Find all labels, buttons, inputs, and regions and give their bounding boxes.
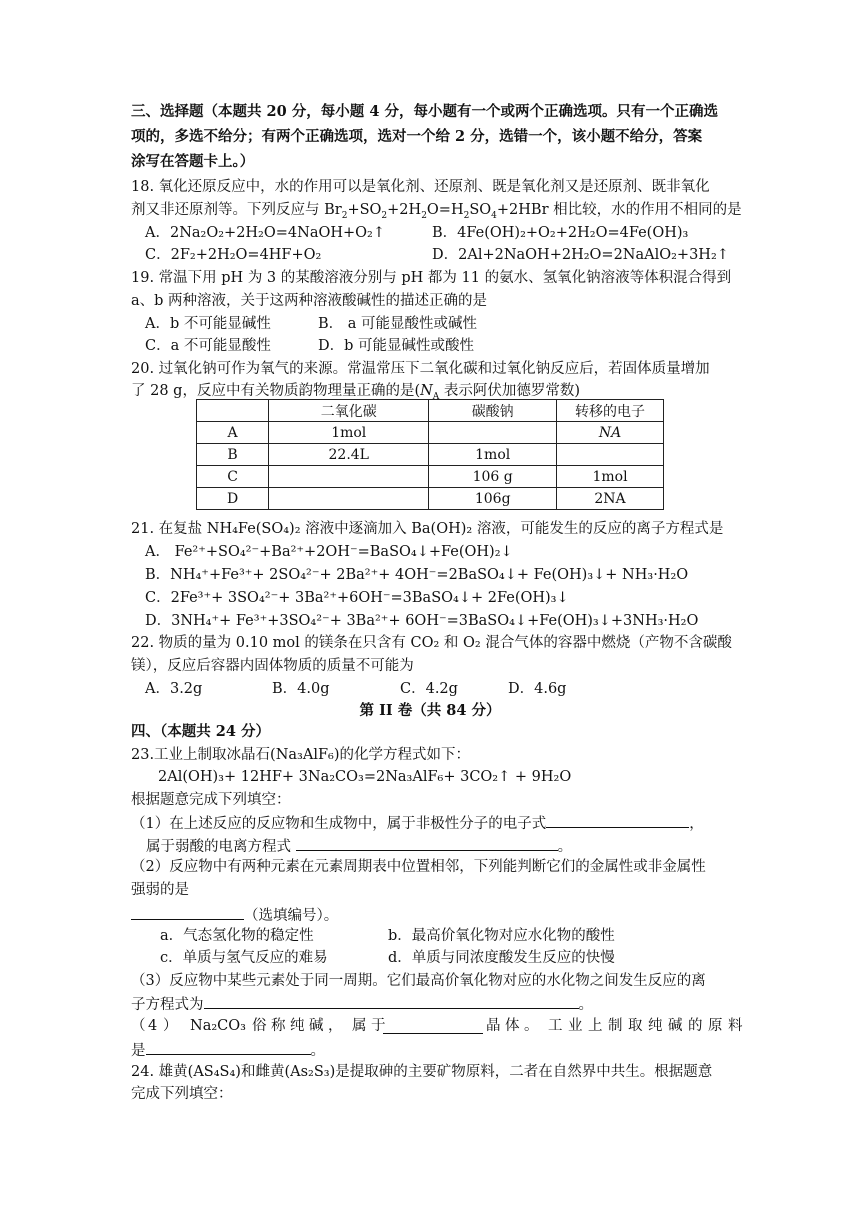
question-23-text: 23.工业上制取冰晶石(Na₃AlF₆)的化学方程式如下： bbox=[131, 747, 470, 763]
table-header-row bbox=[197, 400, 664, 422]
table-cell: D bbox=[197, 488, 269, 510]
table-cell bbox=[269, 466, 429, 488]
table-cell: 22.4L bbox=[269, 444, 429, 466]
section-header: 四、（本题共 24 分） bbox=[131, 723, 271, 740]
question-18-text: 剂又非还原剂等。下列反应与 $Br_2+SO_2+2H_2O=H_2SO_4+2HBr$ 相比较，水的作用不相同的是 bbox=[131, 202, 742, 221]
option-d: D．4.6g bbox=[508, 681, 567, 697]
option-b: B．4Fe(OH)₂+O₂+2H₂O=4Fe(OH)₃ bbox=[432, 225, 689, 241]
table-header-cell bbox=[197, 400, 269, 422]
table-cell: C bbox=[197, 466, 269, 488]
table-cell: NA bbox=[557, 422, 664, 444]
table-header-cell: 二氧化碳 bbox=[269, 400, 429, 422]
question-21-text: 21. 在复盐 NH₄Fe(SO₄)₂ 溶液中逐滴加入 Ba(OH)₂ 溶液，可能发生的反应的离子方程式是 bbox=[131, 521, 724, 537]
question-part-2: 强弱的是 bbox=[131, 882, 189, 898]
table-row bbox=[197, 444, 664, 466]
table-cell bbox=[429, 422, 557, 444]
option-a: A．2Na₂O₂+2H₂O=4NaOH+O₂↑ bbox=[145, 225, 386, 241]
option-c: C．a 不可能显酸性 bbox=[145, 338, 271, 354]
option-b: B． a 可能显酸性或碱性 bbox=[318, 316, 478, 332]
table-cell: 1mol bbox=[557, 466, 664, 488]
answer-blank[interactable] bbox=[131, 904, 244, 920]
question-24-text: 完成下列填空： bbox=[131, 1086, 233, 1102]
answer-table bbox=[196, 399, 664, 510]
answer-blank[interactable] bbox=[383, 1018, 483, 1034]
section-header-line: 涂写在答题卡上。） bbox=[131, 153, 255, 170]
table-row bbox=[197, 466, 664, 488]
table-cell: 2NA bbox=[557, 488, 664, 510]
question-part-1: 属于弱酸的电离方程式 。 bbox=[146, 835, 572, 857]
table-cell: B bbox=[197, 444, 269, 466]
option-d: D．3NH₄⁺+ Fe³⁺+3SO₄²⁻+ 3Ba²⁺+ 6OH⁻=3BaSO₄↓+Fe(OH)₃↓+3NH₃·H₂O bbox=[145, 613, 699, 629]
question-24-text: 24. 雄黄(AS₄S₄)和雌黄(As₂S₃)是提取砷的主要矿物原料，二者在自然界中共生。根据题意 bbox=[131, 1064, 713, 1080]
option-b: b．最高价氧化物对应水化物的酸性 bbox=[388, 928, 615, 944]
option-b: B．NH₄⁺+Fe³⁺+ 2SO₄²⁻+ 2Ba²⁺+ 4OH⁻=2BaSO₄↓+ Fe(OH)₃↓+ NH₃·H₂O bbox=[145, 567, 689, 583]
table-cell: 1mol bbox=[269, 422, 429, 444]
question-22-text: 镁），反应后容器内固体物质的质量不可能为 bbox=[131, 658, 414, 674]
option-c: c．单质与氢气反应的难易 bbox=[160, 950, 328, 966]
option-a: a．气态氢化物的稳定性 bbox=[160, 928, 314, 944]
table-cell bbox=[557, 444, 664, 466]
question-20-text: 20. 过氧化钠可作为氧气的来源。常温常压下二氧化碳和过氧化钠反应后，若固体质量增加 bbox=[131, 361, 710, 377]
answer-blank[interactable] bbox=[146, 1039, 311, 1055]
option-b: B．4.0g bbox=[272, 681, 330, 697]
question-18-text: 18. 氧化还原反应中，水的作用可以是氧化剂、还原剂、既是氧化剂又是还原剂、既非氧化 bbox=[131, 179, 710, 195]
question-part-4: 是 。 bbox=[131, 1039, 325, 1061]
option-a: A．3.2g bbox=[145, 681, 203, 697]
question-22-text: 22. 物质的量为 0.10 mol 的镁条在只含有 CO₂ 和 O₂ 混合气体的容器中燃烧（产物不含碳酸 bbox=[131, 635, 732, 651]
question-20-text: 了 28 g，反应中有关物质韵物理量正确的是($N_A$ 表示阿伏加德罗常数) bbox=[131, 383, 581, 402]
section-header-line: 三、选择题（本题共 20 分，每小题 4 分，每小题有一个或两个正确选项。只有一个正确选 bbox=[131, 103, 718, 120]
question-part-2: （2）反应物中有两种元素在元素周期表中位置相邻，下列能判断它们的金属性或非金属性 bbox=[131, 859, 706, 875]
question-19-text: 19. 常温下用 pH 为 3 的某酸溶液分别与 pH 都为 11 的氨水、氢氧化钠溶液等体积混合得到 bbox=[131, 270, 732, 286]
table-cell: 106g bbox=[429, 488, 557, 510]
option-a: A．b 不可能显碱性 bbox=[145, 316, 271, 332]
table-cell: 106 g bbox=[429, 466, 557, 488]
exam-page: 三、选择题（本题共 20 分，每小题 4 分，每小题有一个或两个正确选项。只有一个正确选 项的，多选不给分；有两个正确选项，选对一个给 2 分，选错一个，该小题不给分，答案 涂写在答题卡上。） 18. 氧化还原反应中，水的作用可以是氧化剂、还原剂、既是氧化剂又是还原剂、既非氧化 剂又非还原剂等。下列反应与 $Br_2+SO_2+2H_2O=H_2SO_4+2HBr$ 相比较，水的作用不相同的是 A．2Na₂O₂+2H₂O=4NaOH+O₂↑ B．4Fe(OH)₂+O₂+2H₂O=4Fe(OH)₃ C．2F₂+2H₂O=4HF+O₂ D．2Al+2NaOH+2H₂O=2NaAlO₂+3H₂↑ 19. 常温下用 pH 为 3 的某酸溶液分别与 pH 都为 11 的氨水、氢氧化钠溶液等体积混合得到 a、b 两种溶液，关于这两种溶液酸碱性的描述正确的是 A．b 不可能显碱性 B． a 可能显酸性或碱性 C．a 不可能显酸性 D．b 可能显碱性或酸性 20. 过氧化钠可作为氧气的来源。常温常压下二氧化碳和过氧化钠反应后，若固体质量增加 了 28 g，反应中有关物质韵物理量正确的是($N_A$ 表示阿伏加德罗常数) 二氧化碳 碳酸钠 转移的电子 A 1mol NA B 22.4L 1mol C 106 g 1mol D 106g 2NA 21. 在复盐 NH₄Fe(SO₄)₂ 溶液中逐滴加入 Ba(OH)₂ 溶液，可能发生的反应的离子方程式是 A． Fe²⁺+SO₄²⁻+Ba²⁺+2OH⁻=BaSO₄↓+Fe(OH)₂↓ B．NH₄⁺+Fe³⁺+ 2SO₄²⁻+ 2Ba²⁺+ 4OH⁻=2BaSO₄↓+ Fe(OH)₃↓+ NH₃·H₂O C．2Fe³⁺+ 3SO₄²⁻+ 3Ba²⁺+6OH⁻=3BaSO₄↓+ 2Fe(OH)₃↓ D．3NH₄⁺+ Fe³⁺+3SO₄²⁻+ 3Ba²⁺+ 6OH⁻=3BaSO₄↓+Fe(OH)₃↓+3NH₃·H₂O 22. 物质的量为 0.10 mol 的镁条在只含有 CO₂ 和 O₂ 混合气体的容器中燃烧（产物不含碳酸 镁），反应后容器内固体物质的质量不可能为 A．3.2g B．4.0g C．4.2g D．4.6g 第 II 卷（共 84 分） 四、（本题共 24 分） 23.工业上制取冰晶石(Na₃AlF₆)的化学方程式如下： 2Al(OH)₃+ 12HF+ 3Na₂CO₃=2Na₃AlF₆+ 3CO₂↑ + 9H₂O 根据题意完成下列填空： （1）在上述反应的反应物和生成物中，属于非极性分子的电子式 ， 属于弱酸的电离方程式 。 （2）反应物中有两种元素在元素周期表中位置相邻，下列能判断它们的金属性或非金属性 强弱的是 （选填编号）。 a．气态氢化物的稳定性 b．最高价氧化物对应水化物的酸性 c．单质与氢气反应的难易 d．单质与同浓度酸发生反应的快慢 （3）反应物中某些元素处于同一周期。它们最高价氧化物对应的水化物之间发生反应的离 子方程式为 。 （ 4 ） Na₂CO₃ 俗 称 纯 碱 ， 属 于 晶 体 。 工 业 上 制 取 纯 碱 的 原 料 是 。 24. 雄黄(AS₄S₄)和雌黄(As₂S₃)是提取砷的主要矿物原料，二者在自然界中共生。根据题意 完成下列填空： bbox=[0, 0, 860, 1216]
table-cell bbox=[269, 488, 429, 510]
option-d: d．单质与同浓度酸发生反应的快慢 bbox=[388, 950, 615, 966]
question-19-text: a、b 两种溶液，关于这两种溶液酸碱性的描述正确的是 bbox=[131, 293, 488, 309]
table-cell: 1mol bbox=[429, 444, 557, 466]
option-c: C．4.2g bbox=[400, 681, 458, 697]
table-cell: A bbox=[197, 422, 269, 444]
option-c: C．2F₂+2H₂O=4HF+O₂ bbox=[145, 247, 322, 263]
table-header-cell: 转移的电子 bbox=[557, 400, 664, 422]
table-row bbox=[197, 488, 664, 510]
question-part-3: 子方程式为 。 bbox=[131, 993, 593, 1015]
question-part-3: （3）反应物中某些元素处于同一周期。它们最高价氧化物对应的水化物之间发生反应的离 bbox=[131, 973, 706, 989]
answer-blank[interactable] bbox=[204, 993, 579, 1009]
table-row bbox=[197, 422, 664, 444]
answer-blank[interactable] bbox=[296, 835, 558, 851]
option-c: C．2Fe³⁺+ 3SO₄²⁻+ 3Ba²⁺+6OH⁻=3BaSO₄↓+ 2Fe(OH)₃↓ bbox=[145, 590, 569, 606]
option-d: D．b 可能显碱性或酸性 bbox=[318, 338, 475, 354]
question-part-1: （1）在上述反应的反应物和生成物中，属于非极性分子的电子式 ， bbox=[131, 812, 704, 834]
option-a: A． Fe²⁺+SO₄²⁻+Ba²⁺+2OH⁻=BaSO₄↓+Fe(OH)₂↓ bbox=[145, 544, 513, 560]
option-d: D．2Al+2NaOH+2H₂O=2NaAlO₂+3H₂↑ bbox=[432, 247, 729, 263]
part-title: 第 II 卷（共 84 分） bbox=[359, 702, 501, 719]
question-part-2: （选填编号）。 bbox=[131, 904, 338, 926]
instruction-text: 根据题意完成下列填空： bbox=[131, 792, 291, 808]
table-header-cell: 碳酸钠 bbox=[429, 400, 557, 422]
section-header-line: 项的，多选不给分；有两个正确选项，选对一个给 2 分，选错一个，该小题不给分，答案 bbox=[131, 128, 703, 145]
chemical-equation: 2Al(OH)₃+ 12HF+ 3Na₂CO₃=2Na₃AlF₆+ 3CO₂↑ + 9H₂O bbox=[158, 769, 572, 785]
answer-blank[interactable] bbox=[546, 812, 689, 828]
